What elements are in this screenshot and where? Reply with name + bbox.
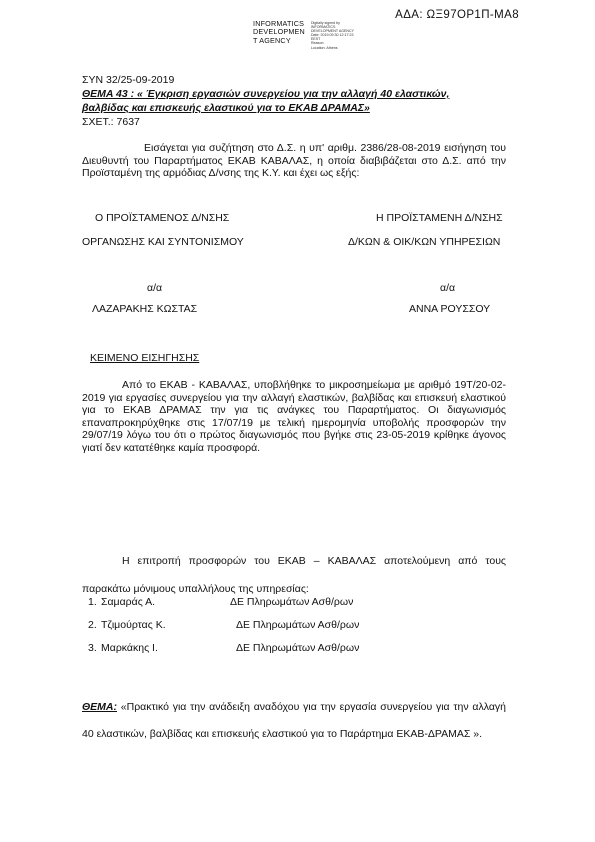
signature-detail-line: DEVELOPMENT AGENCY (310, 29, 355, 34)
signer-line: INFORMATICS (253, 19, 305, 28)
subject-text: « Έγκριση εργασιών συνεργείου για την αλλαγή 40 ελαστικών, (137, 88, 450, 100)
proposal-heading: ΚΕΙΜΕΝΟ ΕΙΣΗΓΗΣΗΣ (90, 352, 200, 364)
member-role: ΔΕ Πληρωμάτων Ασθ/ρων (230, 596, 354, 608)
practice-subject-text: «Πρακτικό για την ανάδειξη αναδόχου για την εργασία συνεργείου για την αλλαγή 40 ελαστικών, βαλβίδας και επισκευής ελαστικού για το Παράρτημα ΕΚΑΒ-ΔΡΑΜΑΣ ». (82, 701, 506, 740)
right-signatory-name: ΑΝΝΑ ΡΟΥΣΣΟΥ (409, 303, 491, 315)
intro-paragraph: Εισάγεται για συζήτηση στο Δ.Σ. η υπ' αριθμ. 2386/28-08-2019 εισήγηση του Διευθυντή του Παραρτήματος ΕΚΑΒ ΚΑΒΑΛΑΣ, η οποία διαβιβάζεται στο Δ.Σ. από την Προϊσταμένη της αρμόδιας Δ/νσης της Κ.Υ. και έχει ως εξής: (82, 142, 506, 179)
subject-label: ΘΕΜΑ 43 : (82, 88, 135, 100)
practice-subject-label: ΘΕΜΑ: (82, 701, 117, 713)
right-signatory-aa: α/α (440, 282, 456, 294)
signer-line: DEVELOPMEN (253, 27, 305, 37)
left-signatory-name: ΛΑΖΑΡΑΚΗΣ ΚΩΣΤΑΣ (92, 303, 198, 315)
signature-detail-line: Digitally signed by (310, 21, 340, 25)
committee-intro: Η επιτροπή προσφορών του ΕΚΑΒ – ΚΑΒΑΛΑΣ αποτελούμενη από τους παρακάτω μόνιμους υπαλλήλους της υπηρεσίας: (82, 555, 506, 595)
signature-detail-line: EEST (310, 37, 321, 42)
practice-subject (82, 694, 506, 748)
left-signatory-aa: α/α (147, 282, 163, 294)
signature-detail-line: Reason: (310, 41, 325, 46)
left-signatory-title-1: Ο ΠΡΟΪΣΤΑΜΕΝΟΣ Δ/ΝΣΗΣ (95, 212, 230, 224)
signature-detail-line: Location: Athens (310, 45, 338, 50)
subject-line-1 (82, 88, 449, 100)
member-name: Τζιμούρτας Κ. (101, 619, 166, 631)
subject-line-2: βαλβίδας και επισκευής ελαστικού για το ΕΚΑΒ ΔΡΑΜΑΣ» (82, 102, 370, 114)
member-role: ΔΕ Πληρωμάτων Ασθ/ρων (236, 642, 360, 654)
right-signatory-title-1: Η ΠΡΟΪΣΤΑΜΕΝΗ Δ/ΝΣΗΣ (376, 212, 503, 224)
right-signatory-title-2: Δ/ΚΩΝ & ΟΙΚ/ΚΩΝ ΥΠΗΡΕΣΙΩΝ (348, 236, 501, 248)
member-name: Μαρκάκης Ι. (101, 642, 158, 654)
member-number: 3. (88, 642, 97, 654)
member-role: ΔΕ Πληρωμάτων Ασθ/ρων (236, 619, 360, 631)
left-signatory-title-2: ΟΡΓΑΝΩΣΗΣ ΚΑΙ ΣΥΝΤΟΝΙΣΜΟΥ (82, 236, 244, 248)
signer-name (253, 20, 305, 50)
ada-code: ΑΔΑ: ΩΞ97ΟΡ1Π-ΜΑ8 (395, 9, 519, 21)
signer-line: T AGENCY (253, 35, 291, 45)
signature-detail-line: INFORMATICS (310, 25, 336, 30)
signature-details (311, 21, 354, 50)
member-number: 2. (88, 619, 97, 631)
member-name: Σαμαράς Α. (101, 596, 156, 608)
proposal-body: Από το ΕΚΑΒ - ΚΑΒΑΛΑΣ, υποβλήθηκε το μικροσημείωμα με αριθμό 19Τ/20-02-2019 για εργασίες συνεργείου για την αλλαγή ελαστικών, βαλβίδας και επισκευή ελαστικού για το ΕΚΑΒ ΔΡΑΜΑΣ την για τις ανάγκες του Παραρτήματος. Οι διαγωνισμός επαναπροκηρύχθηκε στις 17/07/19 με τελική ημερομηνία υποβολής προσφορών την 29/07/19 λόγω του ότι ο πρώτος διαγωνισμός που βγήκε στις 23-05-2019 κρίθηκε άγονος γιατί δεν κατατέθηκε καμία προσφορά. (82, 379, 506, 454)
reference: ΣΧΕΤ.: 7637 (82, 116, 140, 128)
digital-signature-stamp (253, 20, 354, 50)
session-number: ΣΥΝ 32/25-09-2019 (82, 74, 175, 86)
member-number: 1. (88, 596, 97, 608)
signature-detail-line: Date: 2019.09.30 12:17:23 (310, 33, 354, 38)
